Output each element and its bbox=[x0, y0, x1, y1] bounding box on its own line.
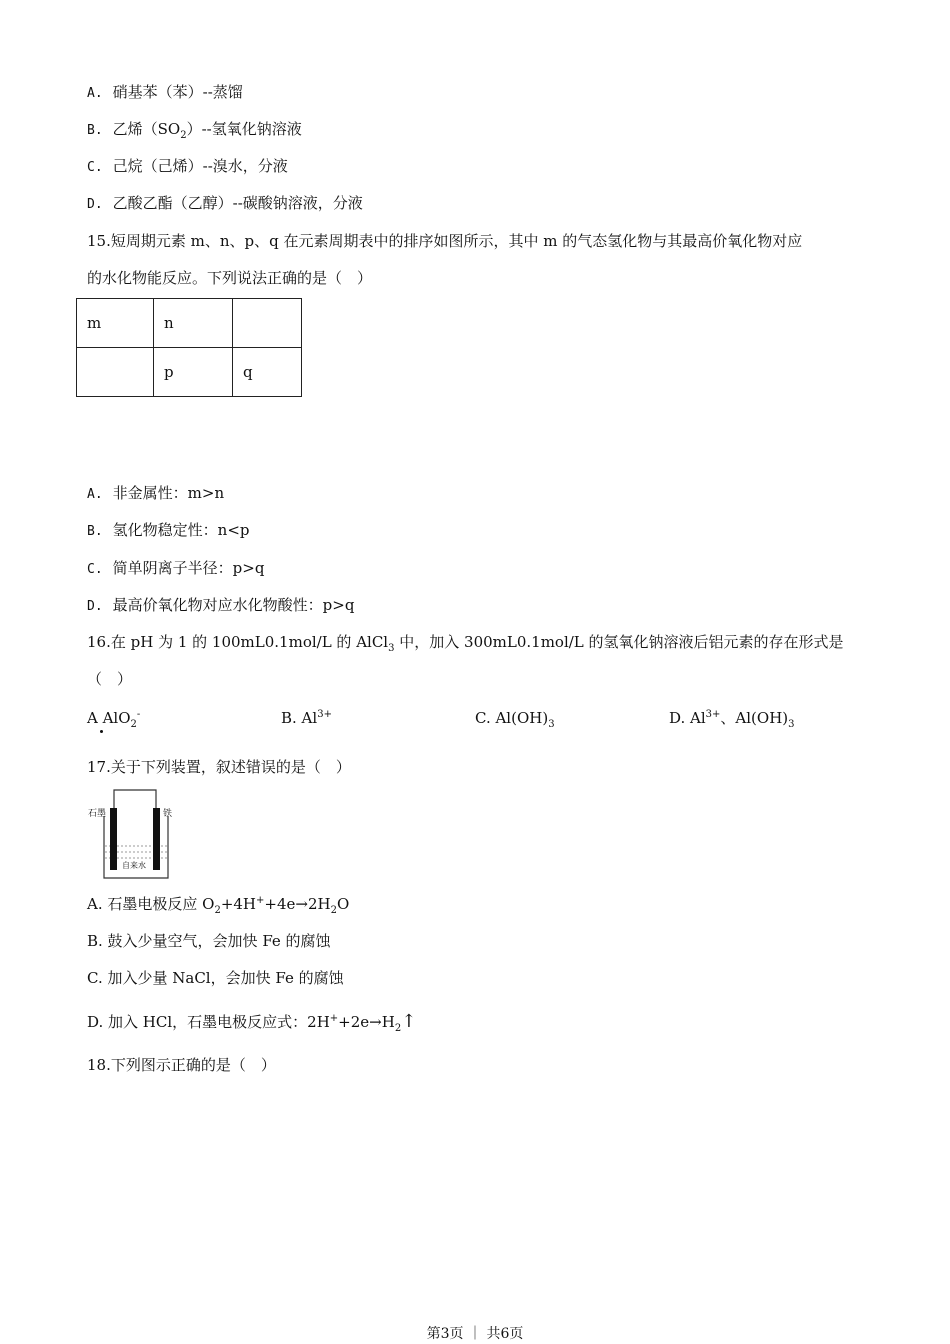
q17-option-c: C. 加入少量 NaCl，会加快 Fe 的腐蚀 bbox=[87, 969, 344, 987]
q15-option-d: D. 最高价氧化物对应水化物酸性：p>q bbox=[87, 596, 355, 614]
q18-stem: 18.下列图示正确的是（ ） bbox=[87, 1056, 276, 1074]
q14-option-c: C. 己烷（己烯）--溴水，分液 bbox=[87, 157, 288, 175]
q16-choice-d: D. $Al^{3+}$、$Al(OH)_3$ bbox=[669, 709, 795, 730]
q15-stem-line1: 15.短周期元素 m、n、p、q 在元素周期表中的排序如图所示，其中 m 的气态氢化物与其最高价氧化物对应 bbox=[87, 232, 803, 250]
table-row bbox=[77, 299, 302, 348]
q17-option-a: A. 石墨电极反应 $O_2+4H^++4e\to 2H_2O$ bbox=[87, 895, 350, 916]
q15-option-c: C. 简单阴离子半径：p>q bbox=[87, 559, 265, 577]
table-cell: m bbox=[77, 299, 154, 348]
q17-stem: 17.关于下列装置，叙述错误的是（ ） bbox=[87, 758, 351, 776]
q15-stem-line2: 的水化物能反应。下列说法正确的是（ ） bbox=[87, 269, 373, 287]
tap-water-label: 自来水 bbox=[122, 861, 146, 870]
table-cell: p bbox=[154, 348, 233, 397]
q14-option-a: A. 硝基苯（苯）--蒸馏 bbox=[87, 83, 243, 101]
q15-option-b: B. 氢化物稳定性：n<p bbox=[87, 521, 250, 539]
table-cell bbox=[77, 348, 154, 397]
iron-label: 铁 bbox=[163, 809, 173, 819]
table-cell: n bbox=[154, 299, 233, 348]
table-cell: q bbox=[233, 348, 302, 397]
electrochemical-cell-diagram bbox=[86, 788, 186, 880]
q17-option-d: D. 加入 HCl，石墨电极反应式：$2H^++2e\to H_2↑$ bbox=[87, 1011, 417, 1034]
q16-stem-line2: （ ） bbox=[87, 670, 133, 688]
graphite-label: 石墨 bbox=[88, 809, 107, 819]
table-cell bbox=[233, 299, 302, 348]
q17-option-b: B. 鼓入少量空气，会加快 Fe 的腐蚀 bbox=[87, 932, 331, 950]
q16-choice-b: B. $Al^{3+}$ bbox=[281, 709, 332, 727]
page-footer: 第3页 ｜ 共6页 bbox=[426, 1326, 524, 1342]
q16-stem-line1: 16.在 pH 为 1 的 100mL0.1mol/L 的 AlCl$_3$ 中，加入 300mL0.1mol/L 的氢氧化钠溶液后铝元素的存在形式是 bbox=[87, 633, 844, 654]
periodic-table-fragment bbox=[76, 298, 302, 397]
q16-choice-a: A AlO$_2$- bbox=[87, 709, 141, 730]
q15-option-a: A. 非金属性：m>n bbox=[87, 484, 225, 502]
table-row bbox=[77, 348, 302, 397]
q14-option-d: D. 乙酸乙酯（乙醇）--碳酸钠溶液，分液 bbox=[87, 194, 363, 212]
q14-option-b: B. 乙烯$(SO_2)--$氢氧化钠溶液 bbox=[87, 120, 302, 141]
dot-mark bbox=[100, 730, 103, 733]
q16-choice-c: C. $Al(OH)_3$ bbox=[475, 709, 555, 730]
